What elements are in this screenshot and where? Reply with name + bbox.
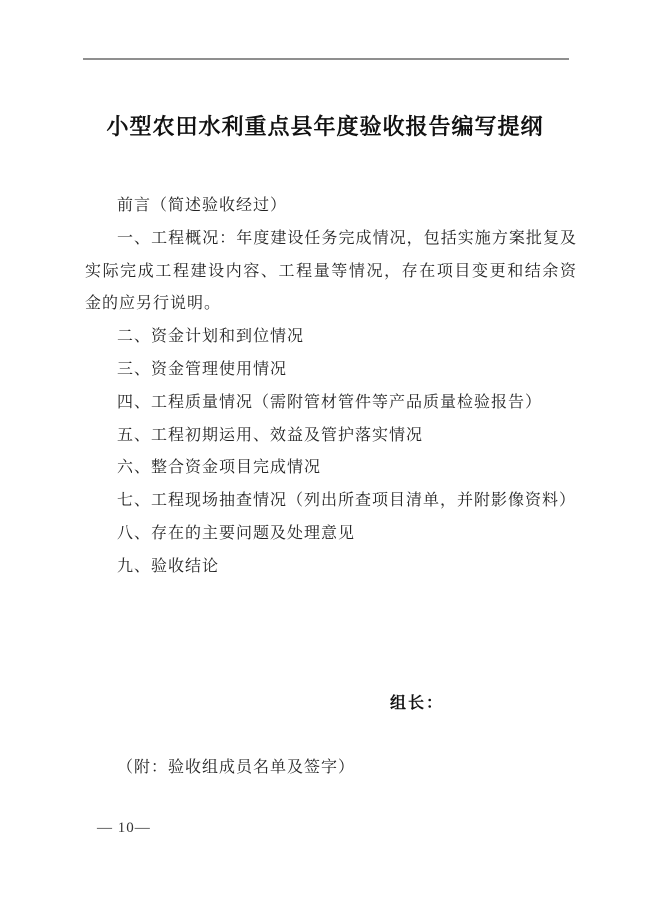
section-item-5: 五、工程初期运用、效益及管护落实情况 — [117, 426, 424, 444]
attachment-note: （附：验收组成员名单及签字） — [117, 759, 356, 776]
header-rule — [83, 58, 569, 60]
section-item-9: 九、验收结论 — [117, 557, 220, 575]
section-item-4: 四、工程质量情况（需附管材管件等产品质量检验报告） — [117, 393, 543, 411]
section-item-6: 六、整合资金项目完成情况 — [117, 459, 322, 477]
section-item-3: 三、资金管理使用情况 — [117, 360, 288, 378]
document-body — [85, 190, 577, 584]
section-item-7: 七、工程现场抽查情况（列出所查项目清单，并附影像资料） — [117, 492, 577, 510]
section-item-8: 八、存在的主要问题及处理意见 — [117, 524, 356, 542]
page-title: 小型农田水利重点县年度验收报告编写提纲 — [106, 114, 544, 139]
section-item-2: 二、资金计划和到位情况 — [117, 328, 305, 346]
preface-line: 前言（简述验收经过） — [117, 197, 288, 214]
section-item-1: 一、工程概况：年度建设任务完成情况，包括实施方案批复及实际完成工程建设内容、工程量等情况，存在项目变更和结余资金的应另行说明。 — [85, 229, 577, 313]
leader-label: 组长： — [390, 695, 445, 712]
page-number: — 10— — [97, 820, 151, 836]
